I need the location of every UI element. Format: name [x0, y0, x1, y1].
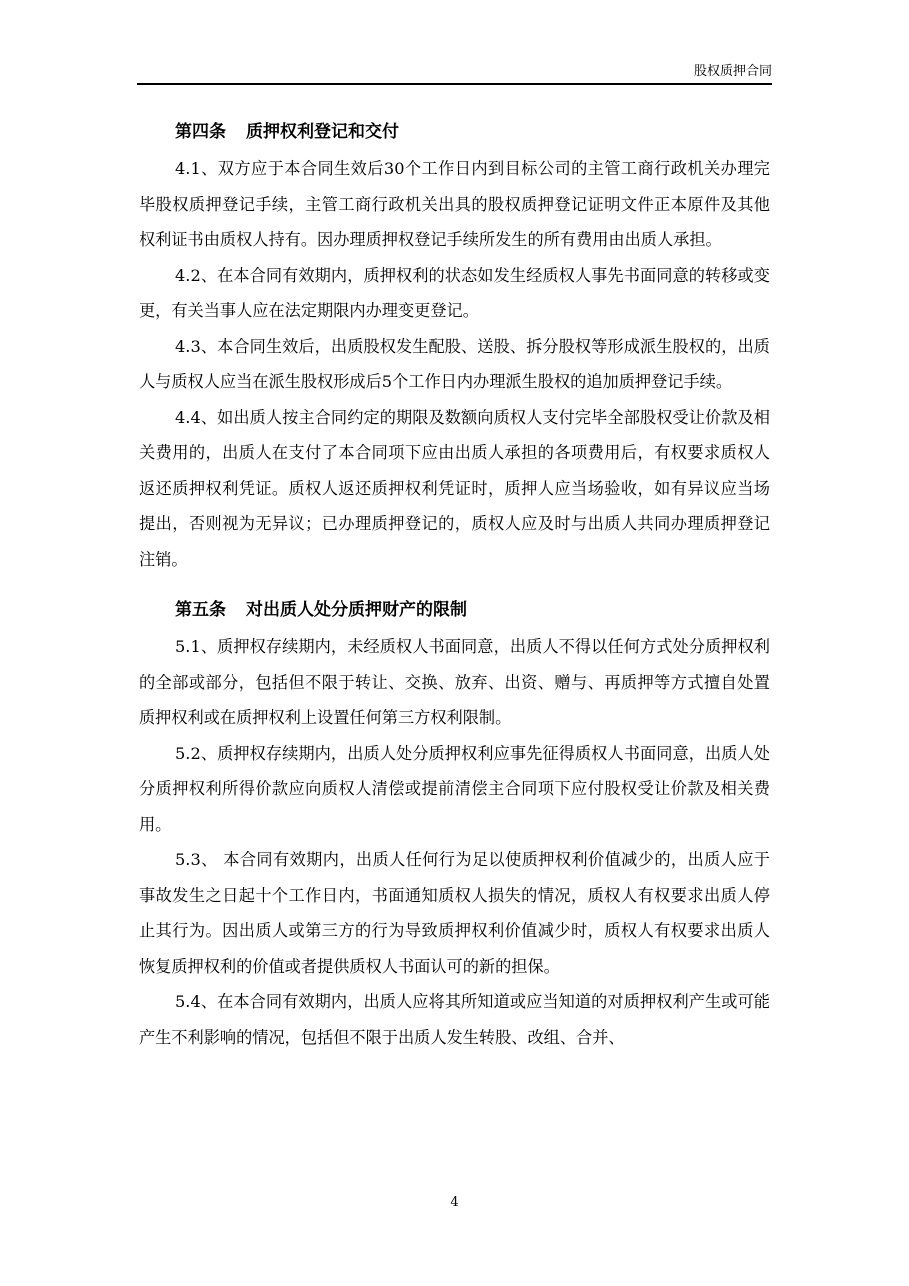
section-heading [139, 113, 770, 151]
section-number: 第四条 [175, 122, 226, 142]
paragraph-4-2: 4.2、在本合同有效期内，质押权利的状态如发生经质权人事先书面同意的转移或变更，有关当事人应在法定期限内办理变更登记。 [139, 265, 770, 320]
paragraph-5-3: 5.3、 本合同有效期内，出质人任何行为足以使质押权利价值减少的，出质人应于事故发生之日起十个工作日内，书面通知质权人损失的情况，质权人有权要求出质人停止其行为。因出质人或第三方的行为导致质押权利价值减少时，质权人有权要求出质人恢复质押权利的价值或者提供质权人书面认可的新的担保。 [139, 850, 770, 976]
section-5 [139, 591, 770, 1055]
page-number: 4 [450, 1195, 459, 1210]
paragraph-5-2: 5.2、质押权存续期内，出质人处分质押权利应事先征得质权人书面同意，出质人处分质押权利所得价款应向质权人清偿或提前清偿主合同项下应付股权受让价款及相关费用。 [139, 743, 770, 834]
document-body [139, 113, 770, 1055]
section-4 [139, 113, 770, 577]
section-title: 对出质人处分质押财产的限制 [246, 600, 467, 620]
section-spacer [139, 577, 770, 591]
paragraph-4-1: 4.1、双方应于本合同生效后30个工作日内到目标公司的主管工商行政机关办理完毕股权质押登记手续，主管工商行政机关出具的股权质押登记证明文件正本原件及其他权利证书由质权人持有。因办理质押权登记手续所发生的所有费用由出质人承担。 [139, 159, 770, 249]
header-rule [137, 83, 772, 85]
section-heading [139, 591, 770, 629]
section-title: 质押权利登记和交付 [246, 122, 399, 142]
paragraph-5-1: 5.1、质押权存续期内，未经质权人书面同意，出质人不得以任何方式处分质押权利的全部或部分，包括但不限于转让、交换、放弃、出资、赠与、再质押等方式擅自处置质押权利或在质押权利上设置任何第三方权利限制。 [139, 637, 770, 727]
paragraph-4-3: 4.3、本合同生效后，出质股权发生配股、送股、拆分股权等形成派生股权的，出质人与质权人应当在派生股权形成后5个工作日内办理派生股权的追加质押登记手续。 [139, 336, 770, 391]
section-number: 第五条 [175, 600, 226, 620]
header-title: 股权质押合同 [693, 64, 772, 79]
paragraph-4-4: 4.4、如出质人按主合同约定的期限及数额向质权人支付完毕全部股权受让价款及相关费用的，出质人在支付了本合同项下应由出质人承担的各项费用后，有权要求质权人返还质押权利凭证。质权人返还质押权利凭证时，质押人应当场验收，如有异议应当场提出，否则视为无异议；已办理质押登记的，质权人应及时与出质人共同办理质押登记注销。 [139, 407, 770, 569]
paragraph-5-4: 5.4、在本合同有效期内，出质人应将其所知道或应当知道的对质押权利产生或可能产生不利影响的情况，包括但不限于出质人发生转股、改组、合并、 [139, 992, 770, 1047]
